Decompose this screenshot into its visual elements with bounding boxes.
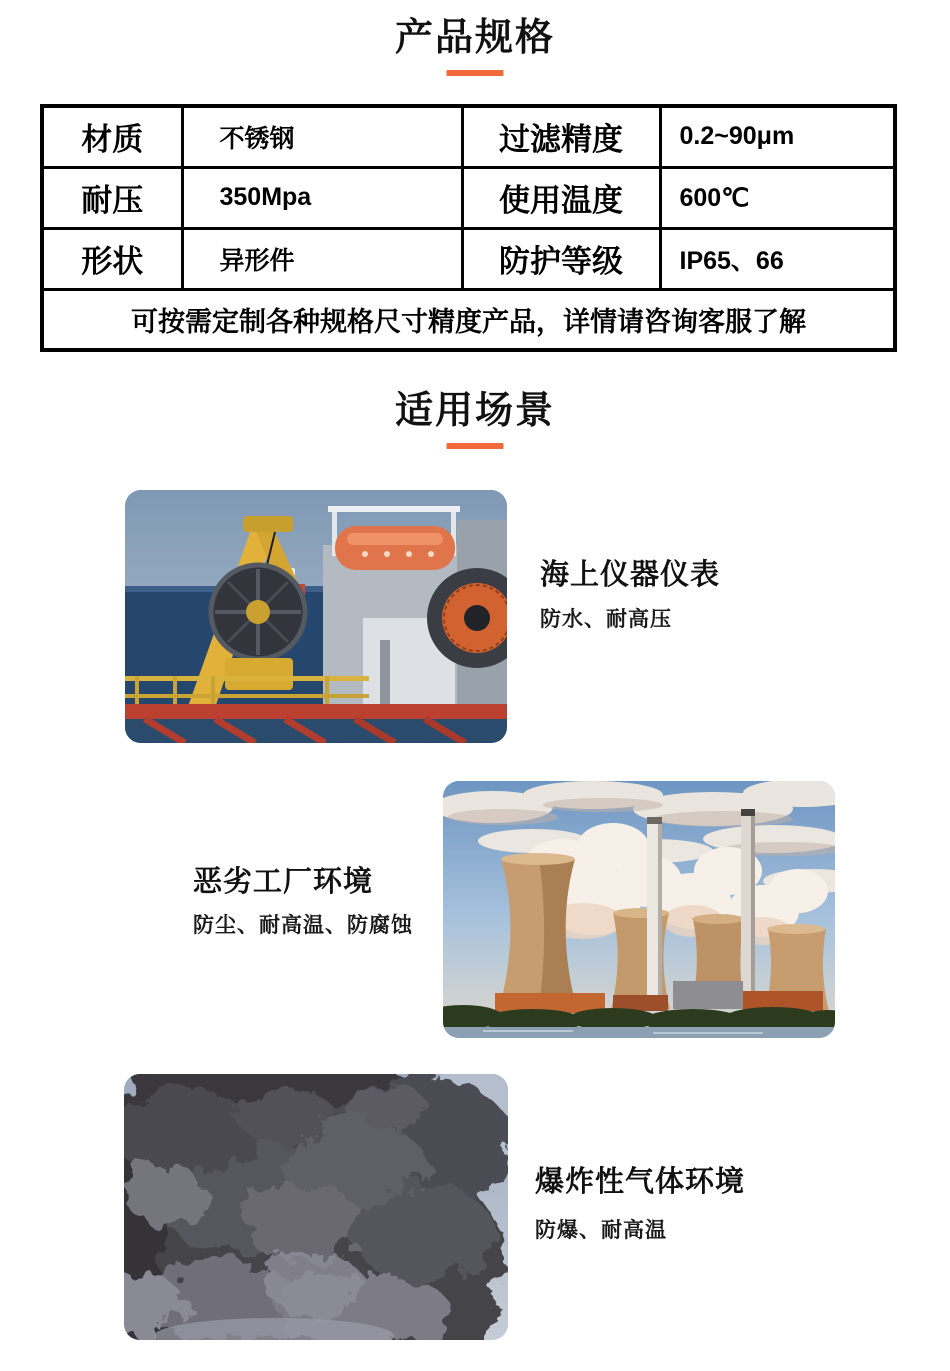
smoke-cloud-image (124, 1074, 508, 1340)
spec-value-pressure: 350Mpa (182, 167, 462, 228)
spec-value-material: 不锈钢 (182, 106, 462, 167)
spec-section-title: 产品规格 (394, 17, 555, 59)
spec-value-temperature: 600℃ (660, 167, 895, 228)
offshore-platform-image (125, 490, 507, 743)
table-row (42, 106, 895, 167)
spec-label-temperature: 使用温度 (462, 167, 660, 228)
spec-custom-note: 可按需定制各种规格尺寸精度产品，详情请咨询客服了解 (42, 289, 895, 350)
scenario-subtitle-marine: 防水、耐高压 (540, 608, 672, 631)
table-row (42, 167, 895, 228)
accent-underline-icon (447, 443, 504, 449)
scenario-subtitle-explosive: 防爆、耐高温 (535, 1219, 667, 1242)
scenario-title-marine: 海上仪器仪表 (540, 559, 721, 591)
scenario-section-title: 适用场景 (394, 390, 555, 432)
spec-label-ip-rating: 防护等级 (462, 228, 660, 289)
spec-label-shape: 形状 (42, 228, 182, 289)
scenario-title-factory: 恶劣工厂环境 (193, 866, 374, 898)
spec-label-pressure: 耐压 (42, 167, 182, 228)
table-row (42, 228, 895, 289)
spec-value-ip-rating: IP65、66 (660, 228, 895, 289)
table-row (42, 289, 895, 350)
spec-value-shape: 异形件 (182, 228, 462, 289)
scenario-title-explosive: 爆炸性气体环境 (535, 1166, 746, 1198)
spec-label-filtration: 过滤精度 (462, 106, 660, 167)
accent-underline-icon (447, 70, 504, 76)
spec-table (40, 104, 897, 352)
spec-value-filtration: 0.2~90μm (660, 106, 895, 167)
scenario-subtitle-factory: 防尘、耐高温、防腐蚀 (193, 914, 413, 937)
spec-label-material: 材质 (42, 106, 182, 167)
power-plant-image (443, 781, 835, 1038)
